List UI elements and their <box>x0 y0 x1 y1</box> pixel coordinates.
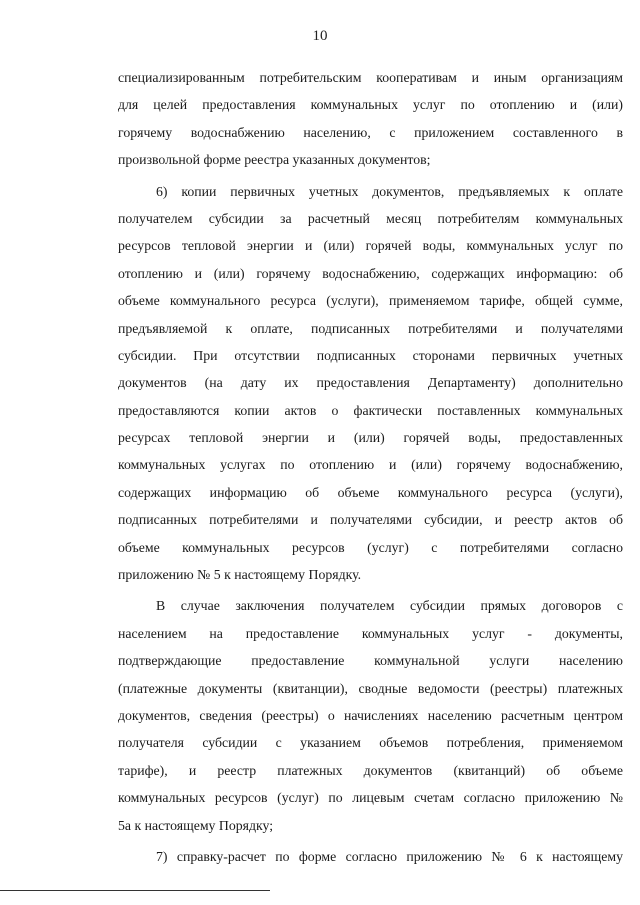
text-line: 7) справку-расчет по форме согласно приложению № 6 к настоящему <box>156 848 623 864</box>
document-body <box>118 64 623 870</box>
text-line: ресурсов тепловой энергии и (или) горячей воды, коммунальных услуг по <box>118 238 623 254</box>
text-line: В случае заключения получателем субсидии прямых договоров с <box>156 598 623 614</box>
text-line: подписанных потребителями и получателями субсидии, и реестр актов об <box>118 512 623 528</box>
paragraph-item-7 <box>118 843 623 870</box>
paragraph-direct-contracts <box>118 592 623 839</box>
text-line: отоплению и (или) горячему водоснабжению, содержащих информацию: об <box>118 265 623 281</box>
text-line: подтверждающие предоставление коммунальной услуги населению <box>118 653 623 669</box>
text-line: (платежные документы (квитанции), сводные ведомости (реестры) платежных <box>118 680 623 696</box>
text-line: произвольной форме реестра указанных документов; <box>118 152 431 168</box>
text-line: 6) копии первичных учетных документов, предъявляемых к оплате <box>156 183 623 199</box>
paragraph-item-6 <box>118 178 623 589</box>
text-line: получателя субсидии с указанием объемов потребления, применяемом <box>118 735 623 751</box>
text-line: документов (на дату их предоставления Департаменту) дополнительно <box>118 375 623 391</box>
paragraph-continuation <box>118 64 623 174</box>
text-line: получателем субсидии за расчетный месяц потребителям коммунальных <box>118 210 623 226</box>
text-line: для целей предоставления коммунальных услуг по отоплению и (или) <box>118 97 623 113</box>
text-line: коммунальных услугах по отоплению и (или) горячему водоснабжению, <box>118 457 623 473</box>
text-line: предъявляемой к оплате, подписанных потребителями и получателями <box>118 320 623 336</box>
text-line: специализированным потребительским кооперативам и иным организациям <box>118 70 623 85</box>
page-number: 10 <box>312 28 328 44</box>
text-line: 5а к настоящему Порядку; <box>118 817 274 833</box>
text-line: субсидии. При отсутствии подписанных сторонами первичных учетных <box>118 347 623 363</box>
text-line: коммунальных ресурсов (услуг) по лицевым счетам согласно приложению № <box>118 790 623 806</box>
text-line: тарифе), и реестр платежных документов (квитанций) об объеме <box>118 762 623 778</box>
text-line: содержащих информацию об объеме коммунального ресурса (услуги), <box>118 484 623 500</box>
text-line: документов, сведения (реестры) о начислениях населению расчетным центром <box>118 707 623 723</box>
text-line: ресурсах тепловой энергии и (или) горячей воды, предоставленных <box>118 430 623 446</box>
text-line: объеме коммунальных ресурсов (услуг) с потребителями согласно <box>118 539 623 555</box>
text-line: приложению № 5 к настоящему Порядку. <box>118 567 362 583</box>
text-line: объеме коммунального ресурса (услуги), применяемом тарифе, общей сумме, <box>118 293 623 309</box>
footnote-divider <box>0 890 270 891</box>
text-line: горячему водоснабжению населению, с приложением составленного в <box>118 124 623 140</box>
text-line: населением на предоставление коммунальных услуг - документы, <box>118 625 623 641</box>
text-line: предоставляются копии актов о фактически поставленных коммунальных <box>118 402 623 418</box>
